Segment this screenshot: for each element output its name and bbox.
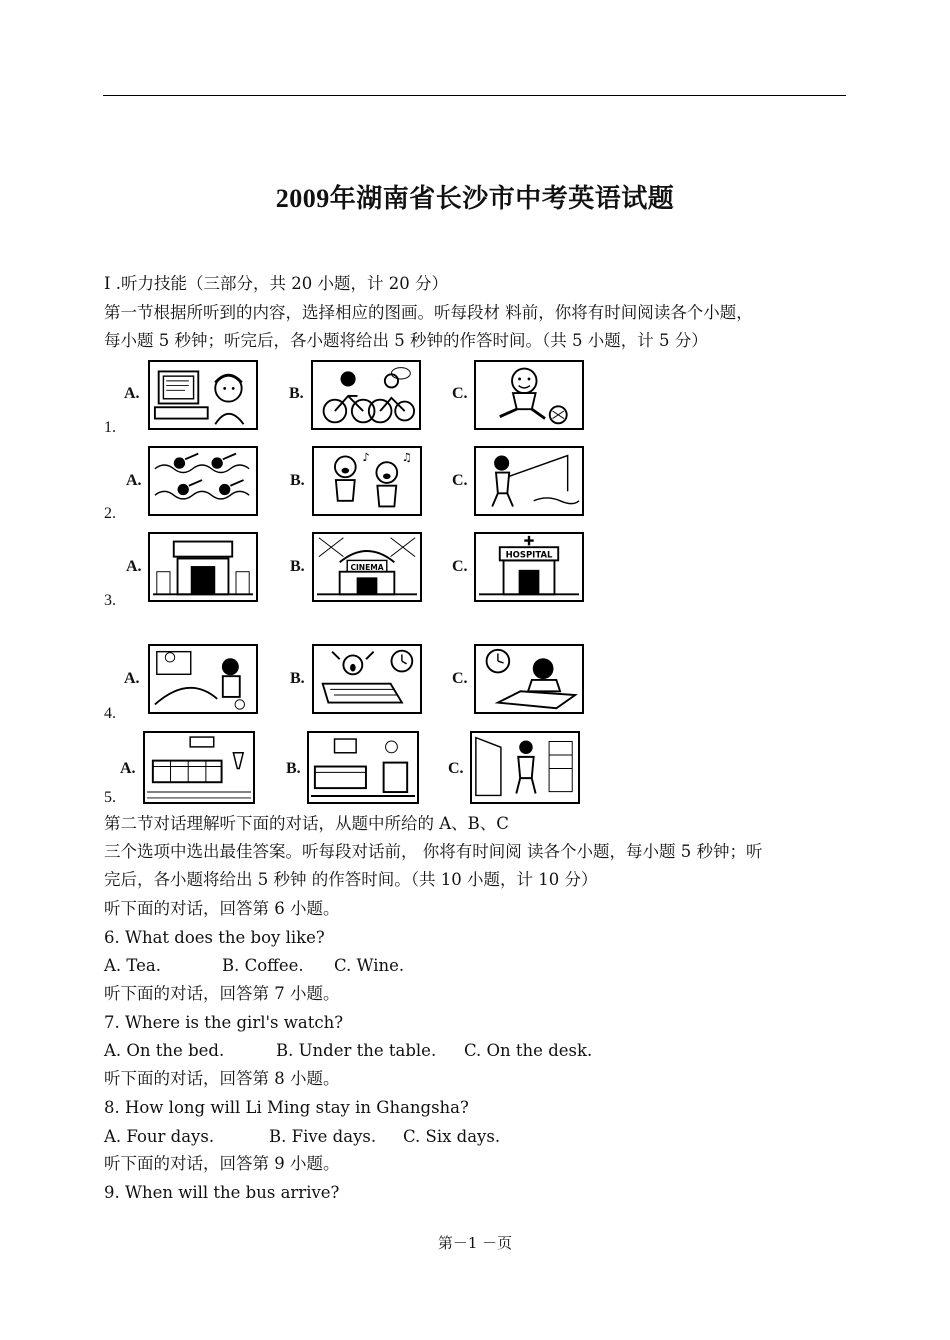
section1-heading: I .听力技能（三部分，共 20 小题，计 20 分） bbox=[104, 274, 448, 293]
shop-room-icon bbox=[472, 733, 578, 802]
q2-label-b: B. bbox=[290, 472, 305, 489]
q4-picture-b[interactable] bbox=[312, 644, 422, 714]
q6-option-c[interactable]: C. Wine. bbox=[334, 956, 405, 975]
q8-prompt: 听下面的对话，回答第 8 小题。 bbox=[104, 1069, 340, 1088]
q3-number: 3. bbox=[104, 592, 116, 609]
football-boy-icon bbox=[476, 362, 582, 428]
q5-picture-b[interactable] bbox=[307, 731, 419, 804]
school-going-icon bbox=[150, 646, 256, 712]
q3-picture-a[interactable] bbox=[148, 532, 258, 602]
section1-intro-line2: 每小题 5 秒钟；听完后，各小题将给出 5 秒钟的作答时间。（共 5 小题，计 5 分） bbox=[104, 331, 708, 350]
q4-label-c: C. bbox=[452, 670, 468, 687]
fishing-icon bbox=[476, 448, 582, 514]
section1-intro-line1: 第一节根据所听到的内容，选择相应的图画。听每段材 料前，你将有时间阅读各个小题， bbox=[104, 303, 753, 322]
q3-label-a: A. bbox=[126, 558, 142, 575]
q7-option-b[interactable]: B. Under the table. bbox=[276, 1041, 437, 1060]
q1-picture-c[interactable] bbox=[474, 360, 584, 430]
q2-number: 2. bbox=[104, 505, 116, 522]
computer-boy-icon bbox=[150, 362, 256, 428]
section2-line3: 完后，各小题将给出 5 秒钟 的作答时间。（共 10 小题，计 10 分） bbox=[104, 870, 598, 889]
living-room-icon bbox=[145, 733, 253, 802]
q4-picture-a[interactable] bbox=[148, 644, 258, 714]
q7-prompt: 听下面的对话，回答第 7 小题。 bbox=[104, 984, 340, 1003]
q1-label-c: C. bbox=[452, 385, 468, 402]
section2-line1: 第二节对话理解听下面的对话，从题中所给的 A、B、C bbox=[104, 814, 509, 833]
library-building-icon bbox=[150, 534, 256, 600]
q3-label-b: B. bbox=[290, 558, 305, 575]
wake-up-icon bbox=[314, 646, 420, 712]
top-rule bbox=[103, 95, 846, 96]
hospital-sign: HOSPITAL bbox=[505, 549, 553, 560]
q8-question: 8. How long will Li Ming stay in Ghangsha? bbox=[104, 1098, 469, 1117]
svg-text:♪: ♪ bbox=[362, 451, 370, 465]
q8-option-c[interactable]: C. Six days. bbox=[403, 1127, 501, 1146]
q4-label-b: B. bbox=[290, 670, 305, 687]
q6-option-b[interactable]: B. Coffee. bbox=[222, 956, 304, 975]
q5-picture-a[interactable] bbox=[143, 731, 255, 804]
q3-picture-c[interactable] bbox=[474, 532, 584, 602]
q7-option-c[interactable]: C. On the desk. bbox=[464, 1041, 593, 1060]
cinema-building-icon bbox=[314, 534, 420, 600]
q5-label-b: B. bbox=[286, 760, 301, 777]
page-footer: 第－1 －页 bbox=[437, 1234, 513, 1252]
q4-label-a: A. bbox=[124, 670, 140, 687]
homework-icon bbox=[476, 646, 582, 712]
singing-icon bbox=[314, 448, 420, 514]
q3-picture-b[interactable] bbox=[312, 532, 422, 602]
section2-line2: 三个选项中选出最佳答案。听每段对话前， 你将有时间阅 读各个小题，每小题 5 秒钟；听 bbox=[104, 842, 763, 861]
q7-option-a[interactable]: A. On the bed. bbox=[104, 1041, 225, 1060]
q9-prompt: 听下面的对话，回答第 9 小题。 bbox=[104, 1154, 340, 1173]
q7-question: 7. Where is the girl's watch? bbox=[104, 1013, 344, 1032]
q2-picture-c[interactable] bbox=[474, 446, 584, 516]
q6-prompt: 听下面的对话，回答第 6 小题。 bbox=[104, 899, 340, 918]
q1-picture-b[interactable] bbox=[311, 360, 421, 430]
q4-picture-c[interactable] bbox=[474, 644, 584, 714]
q2-picture-a[interactable] bbox=[148, 446, 258, 516]
q5-picture-c[interactable] bbox=[470, 731, 580, 804]
hospital-building-icon bbox=[476, 534, 582, 600]
page-title: 2009年湖南省长沙市中考英语试题 bbox=[275, 184, 675, 213]
q2-picture-b[interactable] bbox=[312, 446, 422, 516]
cinema-sign: CINEMA bbox=[350, 562, 384, 572]
svg-text:♫: ♫ bbox=[401, 451, 413, 465]
bicycle-riders-icon bbox=[313, 362, 419, 428]
q8-option-a[interactable]: A. Four days. bbox=[104, 1127, 215, 1146]
q1-label-a: A. bbox=[124, 385, 140, 402]
bedroom-icon bbox=[309, 733, 417, 802]
swimming-icon bbox=[150, 448, 256, 514]
q5-number: 5. bbox=[104, 789, 116, 806]
q6-question: 6. What does the boy like? bbox=[104, 928, 325, 947]
q4-number: 4. bbox=[104, 705, 116, 722]
q5-label-a: A. bbox=[120, 760, 136, 777]
q1-number: 1. bbox=[104, 419, 116, 436]
q1-picture-a[interactable] bbox=[148, 360, 258, 430]
q9-question: 9. When will the bus arrive? bbox=[104, 1183, 340, 1202]
q2-label-c: C. bbox=[452, 472, 468, 489]
q2-label-a: A. bbox=[126, 472, 142, 489]
q3-label-c: C. bbox=[452, 558, 468, 575]
q6-option-a[interactable]: A. Tea. bbox=[104, 956, 161, 975]
q8-option-b[interactable]: B. Five days. bbox=[269, 1127, 377, 1146]
q5-label-c: C. bbox=[448, 760, 464, 777]
q1-label-b: B. bbox=[289, 385, 304, 402]
